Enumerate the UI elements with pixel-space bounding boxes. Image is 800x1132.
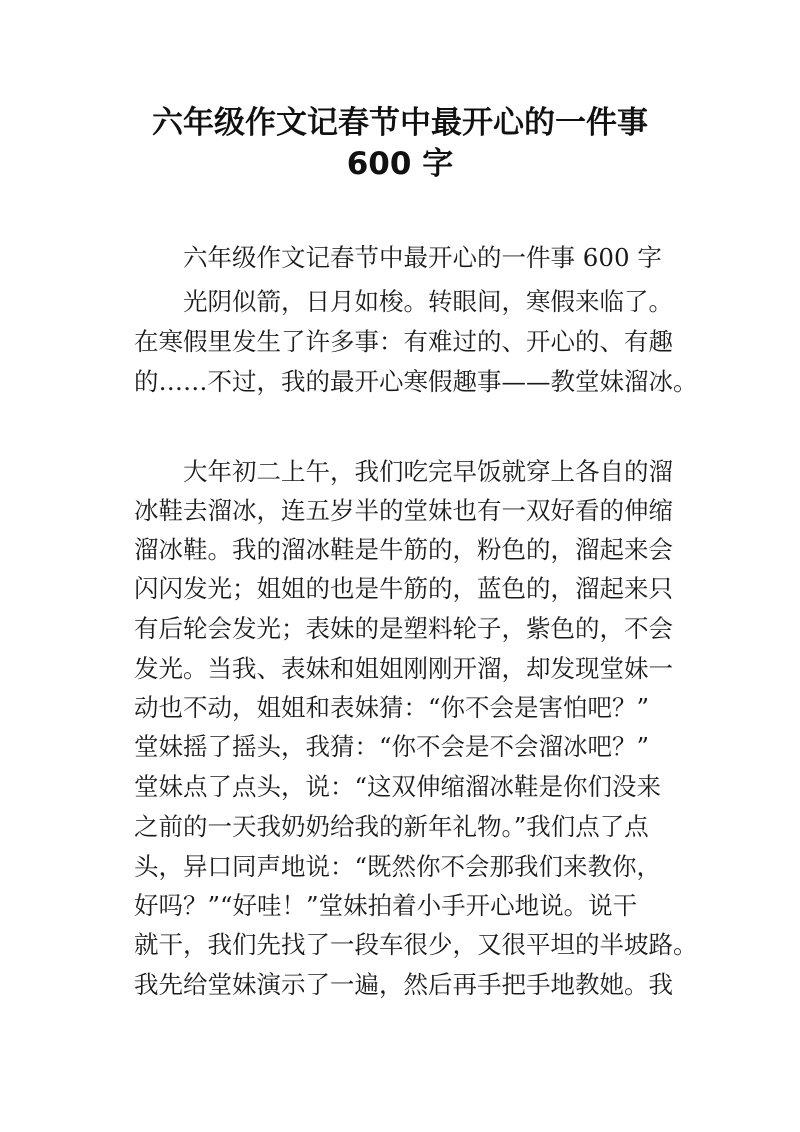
- body-line: 就干，我们先找了一段车很少，又很平坦的半坡路。: [134, 930, 698, 959]
- body-line: 光阴似箭，日月如梭。转眼间，寒假来临了。: [183, 287, 673, 316]
- body-line: 发光。当我、表妹和姐姐刚刚开溜，却发现堂妹一: [134, 654, 673, 683]
- body-line: 溜冰鞋。我的溜冰鞋是牛筋的，粉色的，溜起来会: [134, 535, 673, 564]
- body-line: 好吗？”“好哇！”堂妹拍着小手开心地说。说干: [134, 891, 638, 920]
- body-line: 闪闪发光；姐姐的也是牛筋的，蓝色的，溜起来只: [134, 574, 673, 603]
- body-line: 堂妹摇了摇头，我猜：“你不会是不会溜冰吧？”: [134, 732, 650, 761]
- body-line: 在寒假里发生了许多事：有难过的、开心的、有趣: [134, 327, 673, 356]
- body-line: 我先给堂妹演示了一遍，然后再手把手地教她。我: [134, 970, 673, 999]
- body-line: 的……不过，我的最开心寒假趣事——教堂妹溜冰。: [134, 367, 698, 396]
- document-title-line-1: 六年级作文记春节中最开心的一件事: [152, 105, 648, 141]
- body-line: 动也不动，姐姐和表妹猜：“你不会是害怕吧？”: [134, 693, 650, 722]
- body-line: 堂妹点了点头，说：“这双伸缩溜冰鞋是你们没来: [134, 772, 662, 801]
- body-line: 六年级作文记春节中最开心的一件事 600 字: [183, 243, 662, 272]
- body-line: 冰鞋去溜冰，连五岁半的堂妹也有一双好看的伸缩: [134, 496, 673, 525]
- body-line: 有后轮会发光；表妹的是塑料轮子，紫色的，不会: [134, 614, 673, 643]
- document-title-line-2: 600 字: [346, 146, 454, 182]
- body-line: 大年初二上午，我们吃完早饭就穿上各自的溜: [183, 457, 673, 486]
- body-line: 头，异口同声地说：“既然你不会那我们来教你，: [134, 852, 662, 881]
- body-line: 之前的一天我奶奶给我的新年礼物。”我们点了点: [134, 812, 649, 841]
